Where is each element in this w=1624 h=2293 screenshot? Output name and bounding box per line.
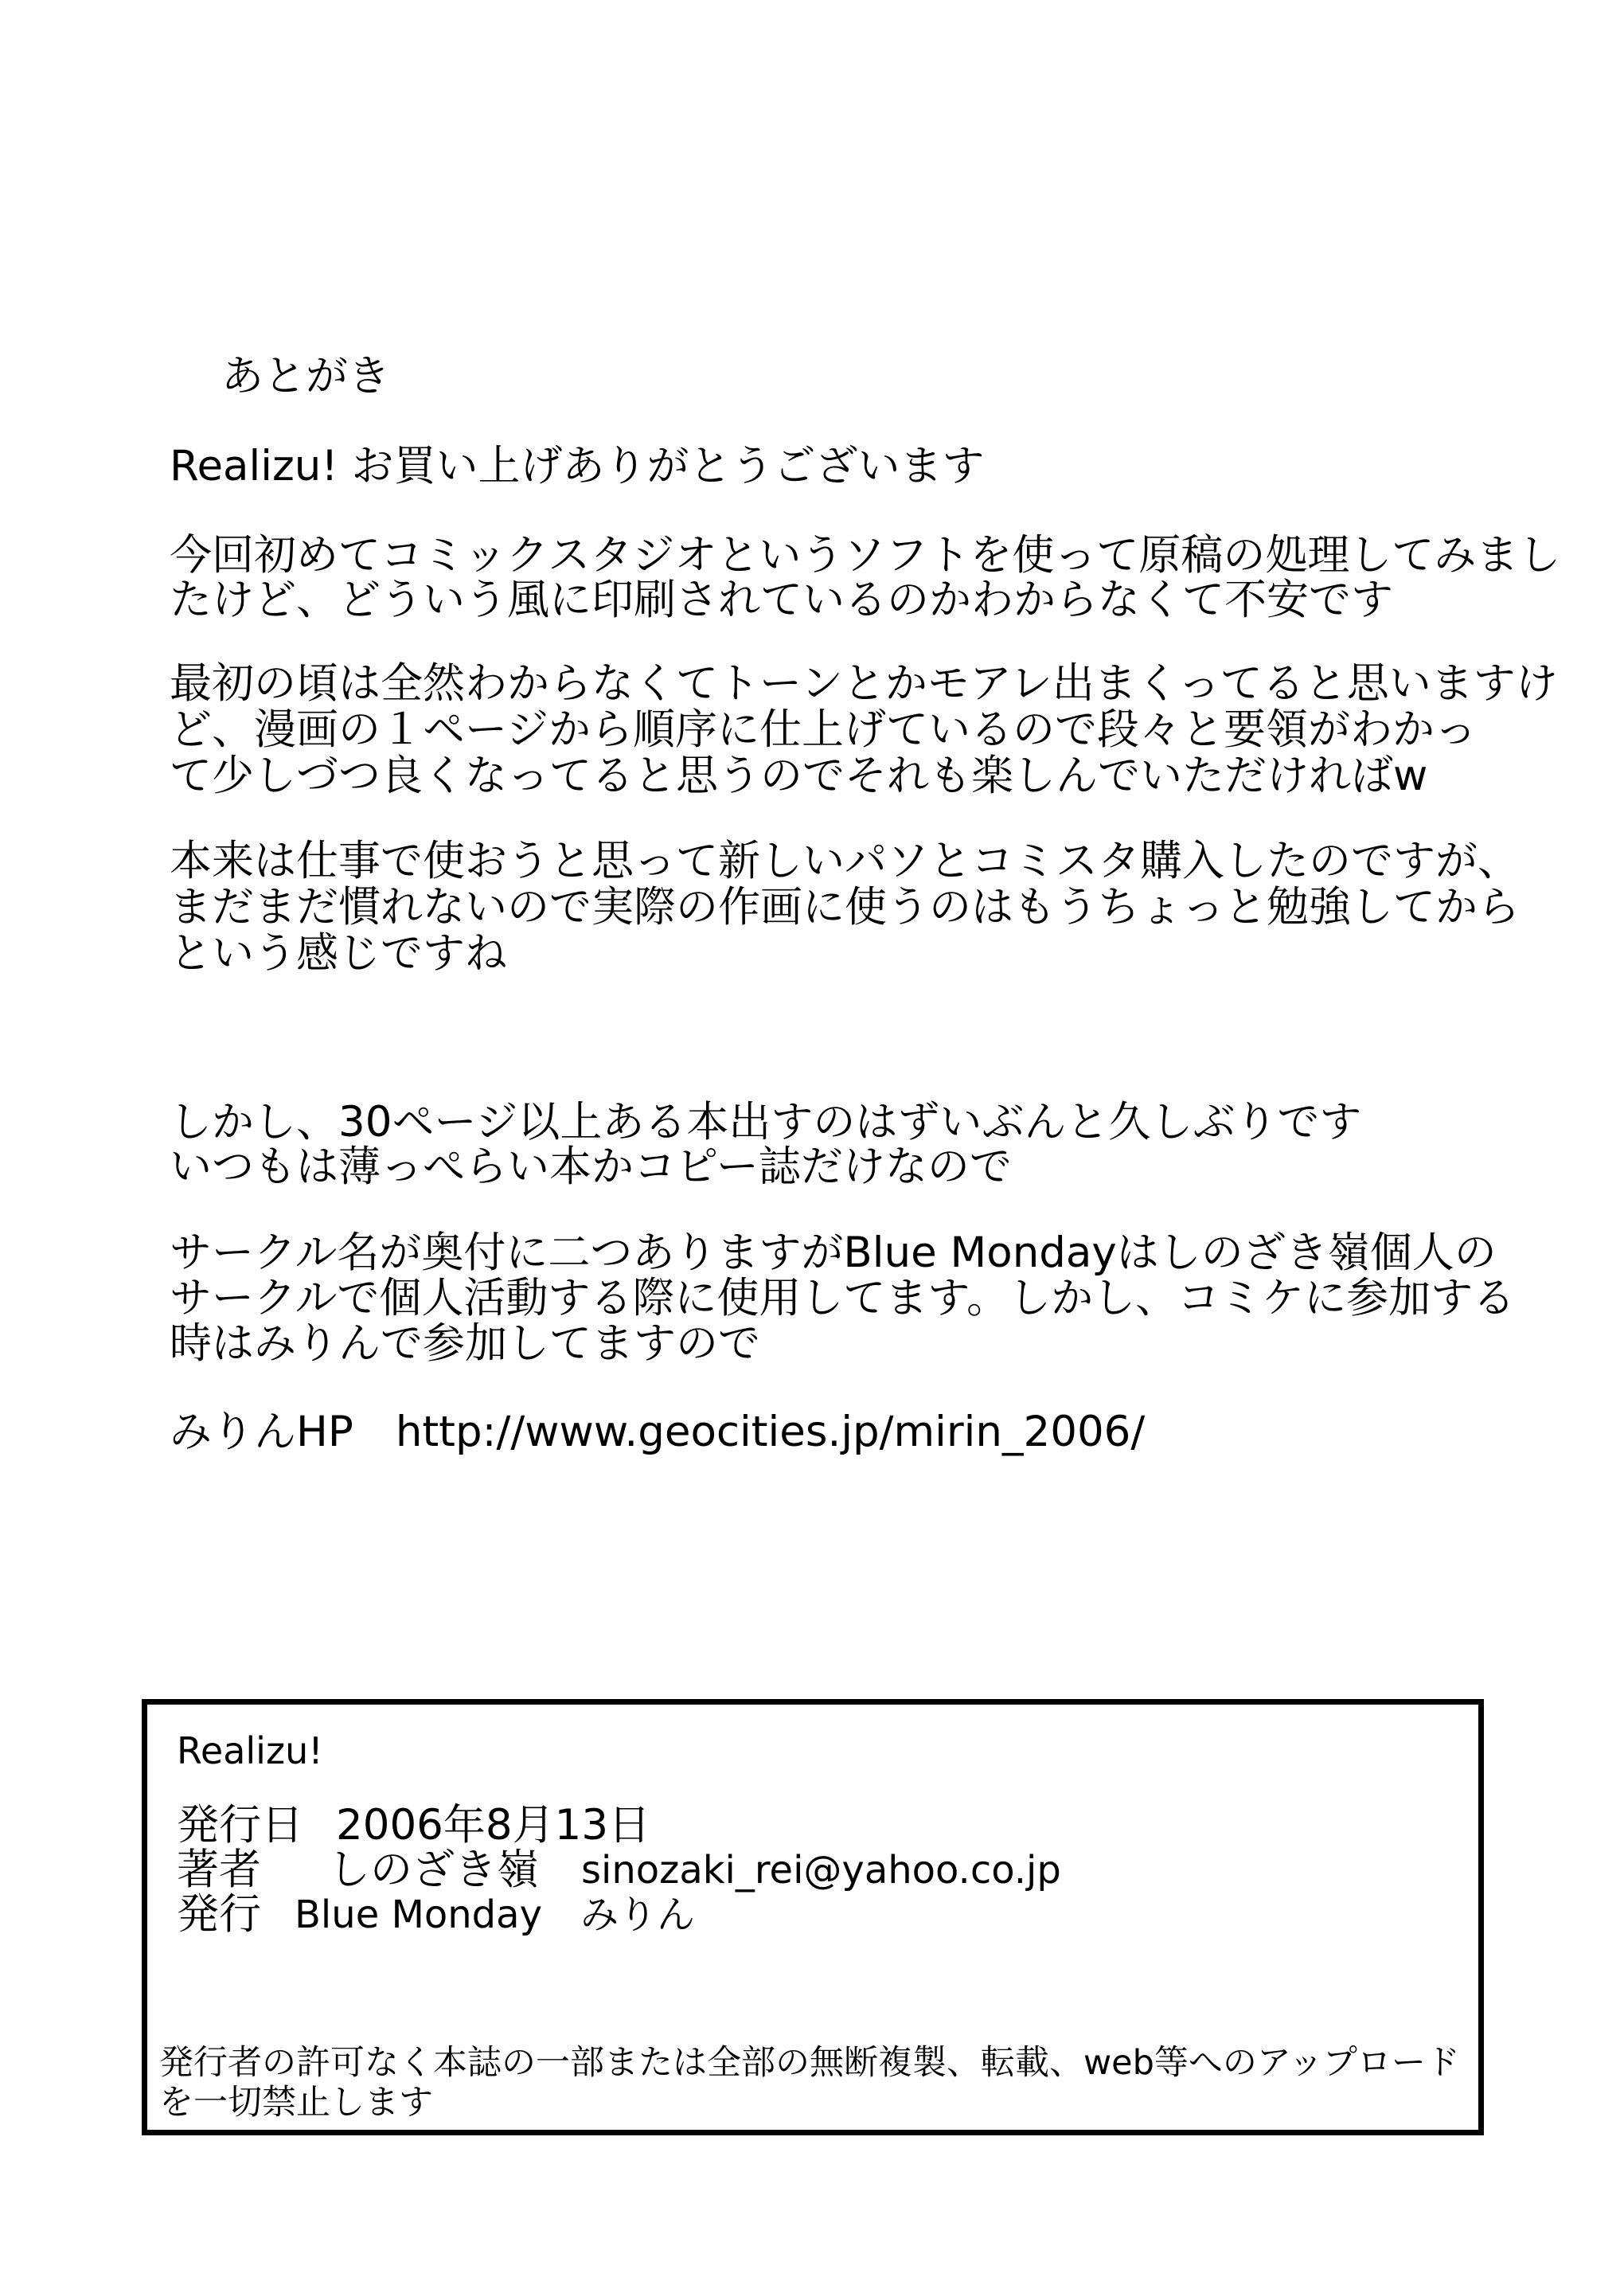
paragraph-line: 今回初めてコミックスタジオというソフトを使って原稿の処理してみまし [170, 531, 1561, 580]
paragraph-line: 本来は仕事で使おうと思って新しいパソとコミスタ購入したのですが、 [170, 837, 1520, 885]
homepage-line: みりんHP http://www.geocities.jp/mirin_2006/ [170, 1408, 1146, 1456]
paragraph-line: いつもは薄っぺらい本かコピー誌だけなので [170, 1143, 1012, 1191]
colophon-author-label: 著者 [177, 1846, 261, 1894]
colophon-notice [159, 2043, 1460, 2123]
paragraph-line: 最初の頃は全然わからなくてトーンとかモアレ出まくってると思いますけ [170, 659, 1558, 708]
afterword-paragraph-3 [170, 838, 1520, 977]
paragraph-line: しかし、30ページ以上ある本出すのはずいぶんと久しぶりです [170, 1098, 1362, 1146]
colophon-publisher-value: Blue Monday みりん [295, 1893, 695, 1937]
notice-line: 発行者の許可なく本誌の一部または全部の無断複製、転載、web等へのアップロード [159, 2043, 1460, 2083]
notice-line: を一切禁止します [159, 2083, 433, 2123]
paragraph-line: まだまだ慣れないので実際の作画に使うのはもうちょっと勉強してから [170, 883, 1520, 932]
colophon-publisher-label: 発行 [177, 1890, 261, 1939]
afterword-paragraph-1 [170, 533, 1560, 623]
afterword-paragraph-2 [170, 661, 1558, 799]
paragraph-line: たけど、どういう風に印刷されているのかわからなくて不安です [170, 576, 1393, 624]
paragraph-line: 時はみりんで参加してますので [170, 1319, 760, 1368]
paragraph-line: サークル名が奥付に二つありますがBlue Mondayはしのざき嶺個人の [170, 1229, 1497, 1277]
paragraph-line: て少しづつ良くなってると思うのでそれも楽しんでいただければw [170, 752, 1428, 800]
colophon-author-email: sinozaki_rei@yahoo.co.jp [581, 1848, 1061, 1893]
afterword-paragraph-4 [170, 1100, 1361, 1189]
paragraph-line: ど、漫画の１ページから順序に仕上げているので段々と要領がわかっ [170, 705, 1477, 754]
colophon-author-name: しのざき嶺 [328, 1846, 539, 1894]
afterword-thanks: Realizu! お買い上げありがとうございます [170, 442, 985, 490]
paragraph-line: サークルで個人活動する際に使用してます。しかし、コミケに参加する [170, 1274, 1516, 1322]
paragraph-line: という感じですね [170, 929, 507, 978]
afterword-paragraph-5 [170, 1230, 1515, 1366]
afterword-heading: あとがき [221, 352, 390, 400]
colophon-date-label: 発行日 [177, 1801, 303, 1850]
colophon-date-value: 2006年8月13日 [336, 1801, 651, 1850]
colophon-title: Realizu! [177, 1729, 323, 1772]
